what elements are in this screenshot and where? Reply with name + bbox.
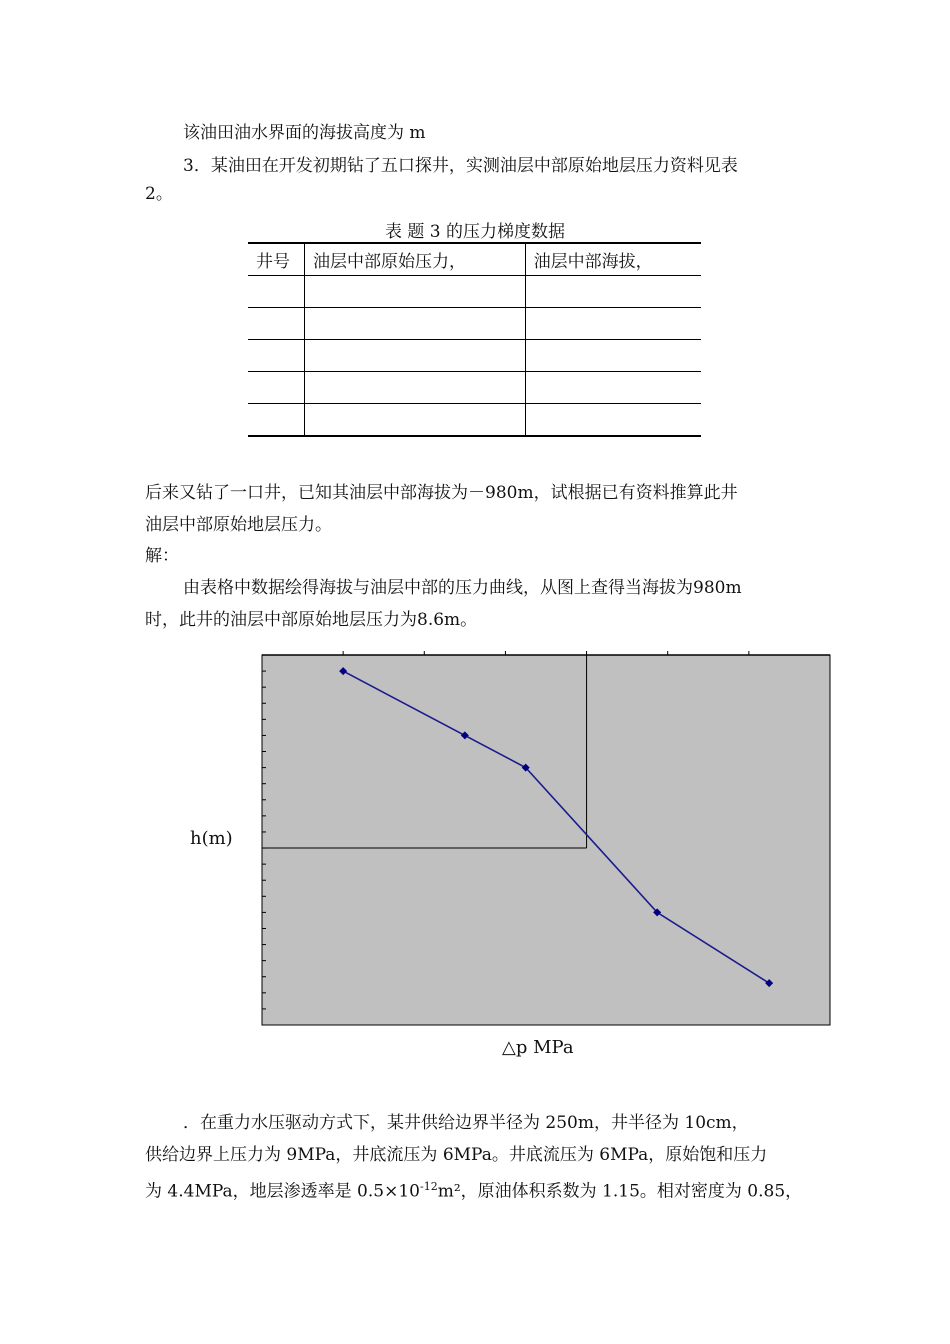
table-cell xyxy=(305,308,526,340)
table-cell xyxy=(248,404,305,437)
table-row xyxy=(248,372,701,404)
header-original-pressure: 油层中部原始压力， xyxy=(305,243,526,276)
table-row xyxy=(248,340,701,372)
table-cell xyxy=(305,340,526,372)
text-part: m²，原油体积系数为 1.15。相对密度为 0.85， xyxy=(437,1181,803,1202)
table-cell xyxy=(248,276,305,308)
paragraph-gravity-drive-2: 供给边界上压力为 9MPa，井底流压为 6MPa。井底流压为 6MPa，原始饱和压力 xyxy=(145,1145,768,1165)
table-cell xyxy=(305,276,526,308)
table-cell xyxy=(248,372,305,404)
plot-area xyxy=(262,655,830,1025)
table-row xyxy=(248,276,701,308)
paragraph-question-3-cont: 2。 xyxy=(145,184,173,204)
table-row xyxy=(248,404,701,437)
pressure-gradient-table xyxy=(248,242,701,437)
table-cell xyxy=(525,276,701,308)
paragraph-owc-altitude: 该油田油水界面的海拔高度为 m xyxy=(183,123,426,143)
table-cell xyxy=(248,308,305,340)
pressure-altitude-chart xyxy=(262,655,830,1027)
table-header-row xyxy=(248,243,701,276)
table-cell xyxy=(525,404,701,437)
paragraph-new-well-cont: 油层中部原始地层压力。 xyxy=(145,515,332,535)
table-cell xyxy=(525,308,701,340)
table-cell xyxy=(305,404,526,437)
chart-y-axis-label: h(m) xyxy=(190,828,233,849)
text-part: 为 4.4MPa，地层渗透率是 0.5×10 xyxy=(145,1181,420,1202)
table-cell xyxy=(525,372,701,404)
chart-x-axis-label: △p MPa xyxy=(502,1037,574,1058)
header-well-number: 井号 xyxy=(248,243,305,276)
table-row xyxy=(248,308,701,340)
table-cell xyxy=(248,340,305,372)
paragraph-gravity-drive-3 xyxy=(145,1177,802,1202)
header-altitude: 油层中部海拔， xyxy=(525,243,701,276)
paragraph-solution: 由表格中数据绘得海拔与油层中部的压力曲线，从图上查得当海拔为980m xyxy=(183,578,742,598)
superscript-exponent: -12 xyxy=(419,1180,438,1193)
paragraph-new-well: 后来又钻了一口井，已知其油层中部海拔为－980m，试根据已有资料推算此井 xyxy=(145,483,738,503)
paragraph-gravity-drive: ．在重力水压驱动方式下，某井供给边界半径为 250m，井半径为 10cm， xyxy=(183,1113,749,1133)
table-cell xyxy=(305,372,526,404)
paragraph-solution-label: 解： xyxy=(145,546,179,566)
table-cell xyxy=(525,340,701,372)
paragraph-question-3: 3．某油田在开发初期钻了五口探井，实测油层中部原始地层压力资料见表 xyxy=(183,156,738,176)
paragraph-solution-cont: 时，此井的油层中部原始地层压力为8.6m。 xyxy=(145,610,478,630)
table-caption: 表 题 3 的压力梯度数据 xyxy=(384,222,566,242)
